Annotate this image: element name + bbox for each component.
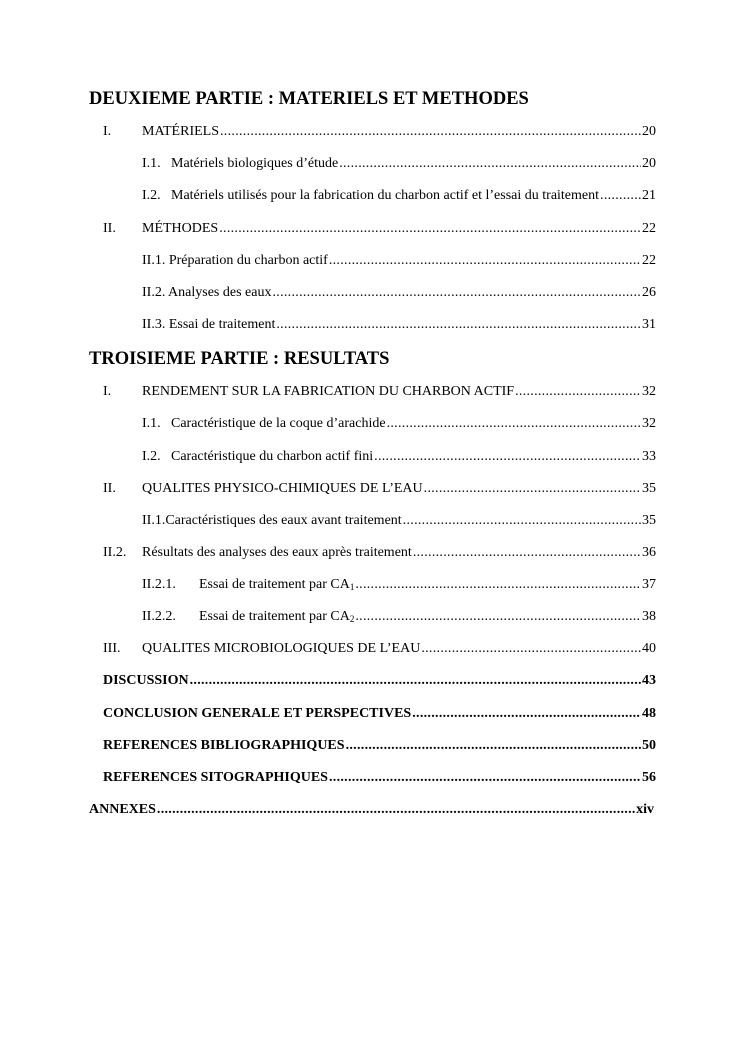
toc-entry-page-number: 35 <box>642 513 656 528</box>
subscript-index: 2 <box>349 614 355 624</box>
toc-entry-number: I.1. <box>142 416 161 431</box>
toc-entry-page-number: 32 <box>642 384 656 399</box>
toc-entry-page-number: 37 <box>642 577 656 592</box>
toc-entry-number: II.2.2. <box>142 609 176 624</box>
toc-entry-materiels[interactable] <box>103 122 656 142</box>
toc-entry-page-number: 56 <box>642 770 656 785</box>
toc-entry-number: III. <box>103 641 121 656</box>
toc-entry-title: RENDEMENT SUR LA FABRICATION DU CHARBON ACTIF <box>142 384 515 399</box>
toc-entry-page-number: 22 <box>642 221 656 236</box>
dot-leader <box>421 639 641 659</box>
toc-entry-page-number: 35 <box>642 481 656 496</box>
toc-entry-page-number: 21 <box>642 188 656 203</box>
dot-leader <box>600 186 641 206</box>
toc-entry-materiels-fabrication[interactable] <box>142 186 656 206</box>
toc-entry-annexes[interactable] <box>89 800 654 820</box>
dot-leader <box>157 800 635 820</box>
toc-entry-preparation-charbon[interactable] <box>142 251 656 271</box>
toc-entry-title: CONCLUSION GENERALE ET PERSPECTIVES <box>103 706 412 721</box>
toc-entry-page-number: xiv <box>636 802 654 817</box>
dot-leader <box>355 607 641 627</box>
toc-entry-page-number: 32 <box>642 416 656 431</box>
dot-leader <box>339 154 641 174</box>
dot-leader <box>515 382 641 402</box>
toc-entry-number: I. <box>103 384 112 399</box>
dot-leader <box>355 575 641 595</box>
toc-entry-title: Matériels biologiques d’étude <box>171 156 339 171</box>
toc-entry-title: II.1. Préparation du charbon actif <box>142 253 328 268</box>
toc-entry-essai-ca2[interactable] <box>142 607 656 627</box>
toc-entry-number: II. <box>103 221 116 236</box>
dot-leader <box>272 283 641 303</box>
toc-entry-title: REFERENCES BIBLIOGRAPHIQUES <box>103 738 345 753</box>
toc-entry-title: Matériels utilisés pour la fabrication du charbon actif et l’essai du traitement <box>171 188 600 203</box>
toc-entry-page-number: 43 <box>642 673 656 688</box>
toc-entry-charbon-actif-fini[interactable] <box>142 447 656 467</box>
toc-entry-title: II.1.Caractéristiques des eaux avant traitement <box>142 513 402 528</box>
toc-entry-qualites-microbiologiques[interactable] <box>103 639 656 659</box>
toc-entry-title: MATÉRIELS <box>142 124 219 139</box>
toc-entry-page-number: 48 <box>642 706 656 721</box>
toc-entry-page-number: 33 <box>642 449 656 464</box>
toc-entry-page-number: 26 <box>642 285 656 300</box>
dot-leader <box>220 122 641 142</box>
toc-entry-materiels-biologiques[interactable] <box>142 154 656 174</box>
toc-entry-coque-arachide[interactable] <box>142 414 656 434</box>
dot-leader <box>387 414 641 434</box>
toc-entry-number: II.2.1. <box>142 577 176 592</box>
toc-entry-page-number: 36 <box>642 545 656 560</box>
toc-entry-title: II.3. Essai de traitement <box>142 317 276 332</box>
toc-entry-title: QUALITES MICROBIOLOGIQUES DE L’EAU <box>142 641 421 656</box>
section-heading-troisieme-partie: TROISIEME PARTIE : RESULTATS <box>89 349 390 369</box>
toc-entry-conclusion[interactable] <box>103 704 656 724</box>
subscript-index: 1 <box>349 582 355 592</box>
toc-entry-number: II. <box>103 481 116 496</box>
toc-entry-references-sitographiques[interactable] <box>103 768 656 788</box>
toc-entry-page-number: 20 <box>642 124 656 139</box>
toc-entry-title-text: Essai de traitement par CA <box>199 577 350 592</box>
dot-leader <box>374 447 641 467</box>
dot-leader <box>403 511 641 531</box>
toc-entry-title: QUALITES PHYSICO-CHIMIQUES DE L’EAU <box>142 481 423 496</box>
toc-entry-page-number: 20 <box>642 156 656 171</box>
toc-entry-title: Caractéristique du charbon actif fini <box>171 449 374 464</box>
toc-entry-analyses-eaux[interactable] <box>142 283 656 303</box>
toc-entry-title: ANNEXES <box>89 802 156 817</box>
toc-entry-title: DISCUSSION <box>103 673 189 688</box>
toc-entry-title: MÉTHODES <box>142 221 219 236</box>
toc-entry-title <box>199 575 354 595</box>
toc-entry-essai-traitement[interactable] <box>142 315 656 335</box>
toc-entry-essai-ca1[interactable] <box>142 575 656 595</box>
toc-entry-methodes[interactable] <box>103 219 656 239</box>
toc-entry-references-bibliographiques[interactable] <box>103 736 656 756</box>
toc-entry-number: I.2. <box>142 449 161 464</box>
toc-entry-title: REFERENCES SITOGRAPHIQUES <box>103 770 328 785</box>
toc-entry-page-number: 40 <box>642 641 656 656</box>
toc-entry-number: I. <box>103 124 112 139</box>
toc-entry-title: Résultats des analyses des eaux après traitement <box>142 545 412 560</box>
dot-leader <box>276 315 641 335</box>
toc-entry-page-number: 38 <box>642 609 656 624</box>
toc-entry-title: Caractéristique de la coque d’arachide <box>171 416 386 431</box>
dot-leader <box>190 671 641 691</box>
dot-leader <box>219 219 641 239</box>
toc-entry-title-text: Essai de traitement par CA <box>199 609 350 624</box>
toc-entry-discussion[interactable] <box>103 671 656 691</box>
toc-entry-page-number: 50 <box>642 738 656 753</box>
dot-leader <box>329 768 641 788</box>
toc-entry-page-number: 22 <box>642 253 656 268</box>
dot-leader <box>413 543 641 563</box>
section-heading-deuxieme-partie: DEUXIEME PARTIE : MATERIELS ET METHODES <box>89 89 529 109</box>
dot-leader <box>329 251 641 271</box>
toc-entry-title <box>199 607 354 627</box>
dot-leader <box>346 736 641 756</box>
toc-entry-title: II.2. Analyses des eaux <box>142 285 272 300</box>
dot-leader <box>424 479 641 499</box>
toc-entry-number: II.2. <box>103 545 127 560</box>
toc-entry-page-number: 31 <box>642 317 656 332</box>
toc-entry-eaux-avant-traitement[interactable] <box>142 511 656 531</box>
toc-entry-qualites-physico-chimiques[interactable] <box>103 479 656 499</box>
toc-entry-rendement[interactable] <box>103 382 656 402</box>
toc-entry-number: I.2. <box>142 188 161 203</box>
toc-entry-resultats-apres-traitement[interactable] <box>103 543 656 563</box>
dot-leader <box>412 704 641 724</box>
toc-entry-number: I.1. <box>142 156 161 171</box>
